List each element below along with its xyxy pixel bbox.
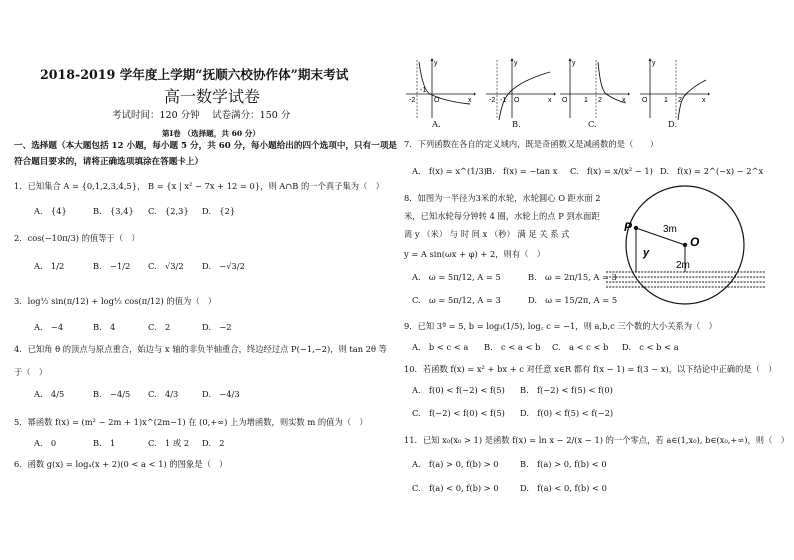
question-8-option-c: C. ω = 5π/12, A = 3 — [412, 295, 501, 305]
graph-b-tick-neg1: -1 — [500, 97, 507, 104]
graph-c-y-label: y — [572, 60, 576, 67]
exam-info: 考试时间：120 分钟 试卷满分：150 分 — [112, 110, 291, 121]
graph-c-origin: O — [562, 97, 568, 104]
graph-a-origin: O — [434, 97, 440, 104]
question-10-option-b: B. f(−2) < f(5) < f(0) — [520, 385, 613, 395]
question-11-stem: 11．已知 x₀(x₀ > 1) 是函数 f(x) = ln x − 2/(x − 1) 的一个零点，若 a∈(1,x₀), b∈(x₀,+∞)，则（ ） — [404, 435, 789, 445]
question-3-option-a: A. −4 — [34, 322, 64, 332]
question-2-option-d: D. −√3/2 — [202, 261, 245, 271]
question-5-option-d: D. 2 — [202, 438, 225, 448]
question-1-option-c: C. {2,3} — [148, 206, 189, 216]
question-1-option-a: A. {4} — [34, 206, 67, 216]
question-4-option-b: B. −4/5 — [93, 389, 131, 399]
question-8-line1: 8．如图为一半径为3米的水轮，水轮圆心 O 距水面 2 — [404, 193, 601, 203]
question-9-stem: 9．已知 3ª = 5, b = log₃(1/5), log꜀ c = −1，则 a,b,c 三个数的大小关系为（ ） — [404, 321, 717, 331]
question-4-option-d: D. −4/3 — [202, 389, 240, 399]
point-p-label: P — [624, 220, 633, 234]
graph-option-a — [404, 56, 476, 124]
question-2-stem: 2．cos(−10π/3) 的值等于（ ） — [14, 233, 140, 243]
question-7-option-d: D. f(x) = 2^(−x) − 2^x — [660, 166, 764, 176]
question-7-option-a: A. f(x) = x^(1/3) — [412, 166, 487, 176]
water-wheel-figure — [606, 180, 776, 310]
question-10-stem: 10．若函数 f(x) = x² + bx + c 对任意 x∈R 都有 f(x − 1) = f(3 − x)，以下结论中正确的是（ ） — [404, 364, 777, 374]
question-1-option-b: B. {3,4} — [93, 206, 134, 216]
point-p — [634, 226, 638, 230]
question-1-option-d: D. {2} — [202, 206, 236, 216]
question-8-line4: y = A sin(ωx + φ) + 2，则有（ ） — [404, 249, 546, 259]
radius-line — [636, 228, 685, 245]
question-5-stem: 5．幂函数 f(x) = (m² − 2m + 1)x^(2m−1) 在 (0,+∞) 上为增函数，则实数 m 的值为（ ） — [14, 417, 368, 427]
question-8-option-d: D. ω = 15/2π, A = 5 — [528, 295, 618, 305]
question-11-option-c: C. f(a) < 0, f(b) > 0 — [412, 483, 499, 493]
question-3-stem: 3．log½ sin(π/12) + log½ cos(π/12) 的值为（ ） — [14, 296, 217, 306]
question-11-option-a: A. f(a) > 0, f(b) > 0 — [412, 459, 499, 469]
graph-c-label: C. — [588, 119, 597, 129]
graph-d-x-label: x — [702, 97, 706, 104]
graph-b-x-label: x — [548, 97, 552, 104]
graph-d-origin: O — [642, 97, 648, 104]
radius-label: 3m — [663, 224, 677, 235]
graph-option-c — [558, 56, 630, 124]
question-8-option-b: B. ω = 2π/15, A = 3 — [528, 272, 617, 282]
graph-b-origin: O — [514, 97, 520, 104]
exam-subtitle: 高一数学试卷 — [164, 87, 261, 106]
section-instructions-line1: 一、选择题（本大题包括 12 小题，每小题 5 分，共 60 分，每小题给出的四个选项中，只有一项是 — [14, 141, 398, 151]
question-9-option-a: A. b < c < a — [412, 342, 469, 352]
graph-b-curve — [499, 72, 550, 120]
graph-option-d — [638, 56, 710, 124]
question-8-line2: 米，已知水轮每分钟转 4 圈，水轮上的点 P 到水面距 — [404, 211, 600, 221]
exam-title: 2018-2019 学年度上学期“抚顺六校协作体”期末考试 — [40, 67, 349, 82]
graph-d-label: D. — [668, 119, 677, 129]
question-5-option-c: C. 1 或 2 — [148, 438, 190, 448]
graph-c-tick-2: 2 — [598, 97, 602, 104]
question-2-option-b: B. −1/2 — [93, 261, 131, 271]
part-heading: 第Ⅰ卷 （选择题，共 60 分） — [162, 129, 260, 138]
question-6-stem: 6．函数 g(x) = logₐ(x + 2)(0 < a < 1) 的图象是（ ） — [14, 459, 228, 469]
question-7-option-c: C. f(x) = x/(x² − 1) — [570, 166, 653, 176]
graph-c-tick-1: 1 — [584, 97, 588, 104]
graph-d-tick-2: 2 — [678, 97, 682, 104]
question-5-option-b: B. 1 — [93, 438, 116, 448]
graph-d-tick-1: 1 — [664, 97, 668, 104]
question-3-option-b: B. 4 — [93, 322, 116, 332]
graph-d-y-label: y — [652, 60, 656, 67]
question-4-option-a: A. 4/5 — [34, 389, 65, 399]
graph-option-b — [484, 56, 556, 124]
question-9-option-d: D. c < b < a — [622, 342, 679, 352]
section-instructions-line2: 符合题目要求的，请将正确选项填涂在答题卡上） — [14, 157, 204, 167]
graph-c-x-label: x — [622, 97, 626, 104]
graph-a-tick-neg2: -2 — [409, 97, 416, 104]
question-11-option-d: D. f(a) < 0, f(b) < 0 — [520, 483, 607, 493]
height-y-label: y — [643, 247, 650, 259]
question-1-stem: 1．已知集合 A = {0,1,2,3,4,5}， B = {x | x² − 7x + 12 = 0}，则 A∩B 的一个真子集为（ ） — [14, 181, 384, 191]
question-3-option-c: C. 2 — [148, 322, 171, 332]
question-7-stem: 7．下列函数在各自的定义域内，既是奇函数又是减函数的是（ ） — [404, 139, 659, 149]
graph-a-label: A. — [432, 119, 441, 129]
graph-a-tick-neg1: -1 — [420, 87, 427, 94]
question-9-option-b: B. c < a < b — [484, 342, 541, 352]
graph-a-y-label: y — [434, 60, 438, 67]
question-5-option-a: A. 0 — [34, 438, 57, 448]
question-10-option-d: D. f(0) < f(5) < f(−2) — [520, 408, 614, 418]
graph-b-label: B. — [512, 119, 521, 129]
question-3-option-d: D. −2 — [202, 322, 232, 332]
question-4-stem-cont: 于（ ） — [14, 367, 48, 377]
graph-a-curve — [419, 62, 470, 104]
graph-b-tick-neg2: -2 — [489, 97, 496, 104]
question-2-option-a: A. 1/2 — [34, 261, 65, 271]
question-4-stem: 4．已知角 θ 的顶点与原点重合，始边与 x 轴的非负半轴重合，终边经过点 P(−1,−2)，则 tan 2θ 等 — [14, 344, 387, 354]
question-2-option-c: C. √3/2 — [148, 261, 184, 271]
graph-b-y-label: y — [514, 60, 518, 67]
center-o — [683, 243, 687, 247]
question-9-option-c: C. a < c < b — [552, 342, 609, 352]
depth-label: 2m — [676, 260, 690, 271]
question-10-option-a: A. f(0) < f(−2) < f(5) — [412, 385, 505, 395]
question-8-option-a: A. ω = 5π/12, A = 5 — [412, 272, 501, 282]
question-7-option-b: B. f(x) = −tan x — [486, 166, 558, 176]
question-11-option-b: B. f(a) > 0, f(b) < 0 — [520, 459, 607, 469]
center-o-label: O — [690, 235, 700, 249]
graph-a-x-label: x — [468, 97, 472, 104]
question-4-option-c: C. 4/3 — [148, 389, 179, 399]
question-10-option-c: C. f(−2) < f(0) < f(5) — [412, 408, 505, 418]
question-8-line3: 离 y （米） 与 时 间 x （秒） 满 足 关 系 式 — [404, 229, 570, 239]
